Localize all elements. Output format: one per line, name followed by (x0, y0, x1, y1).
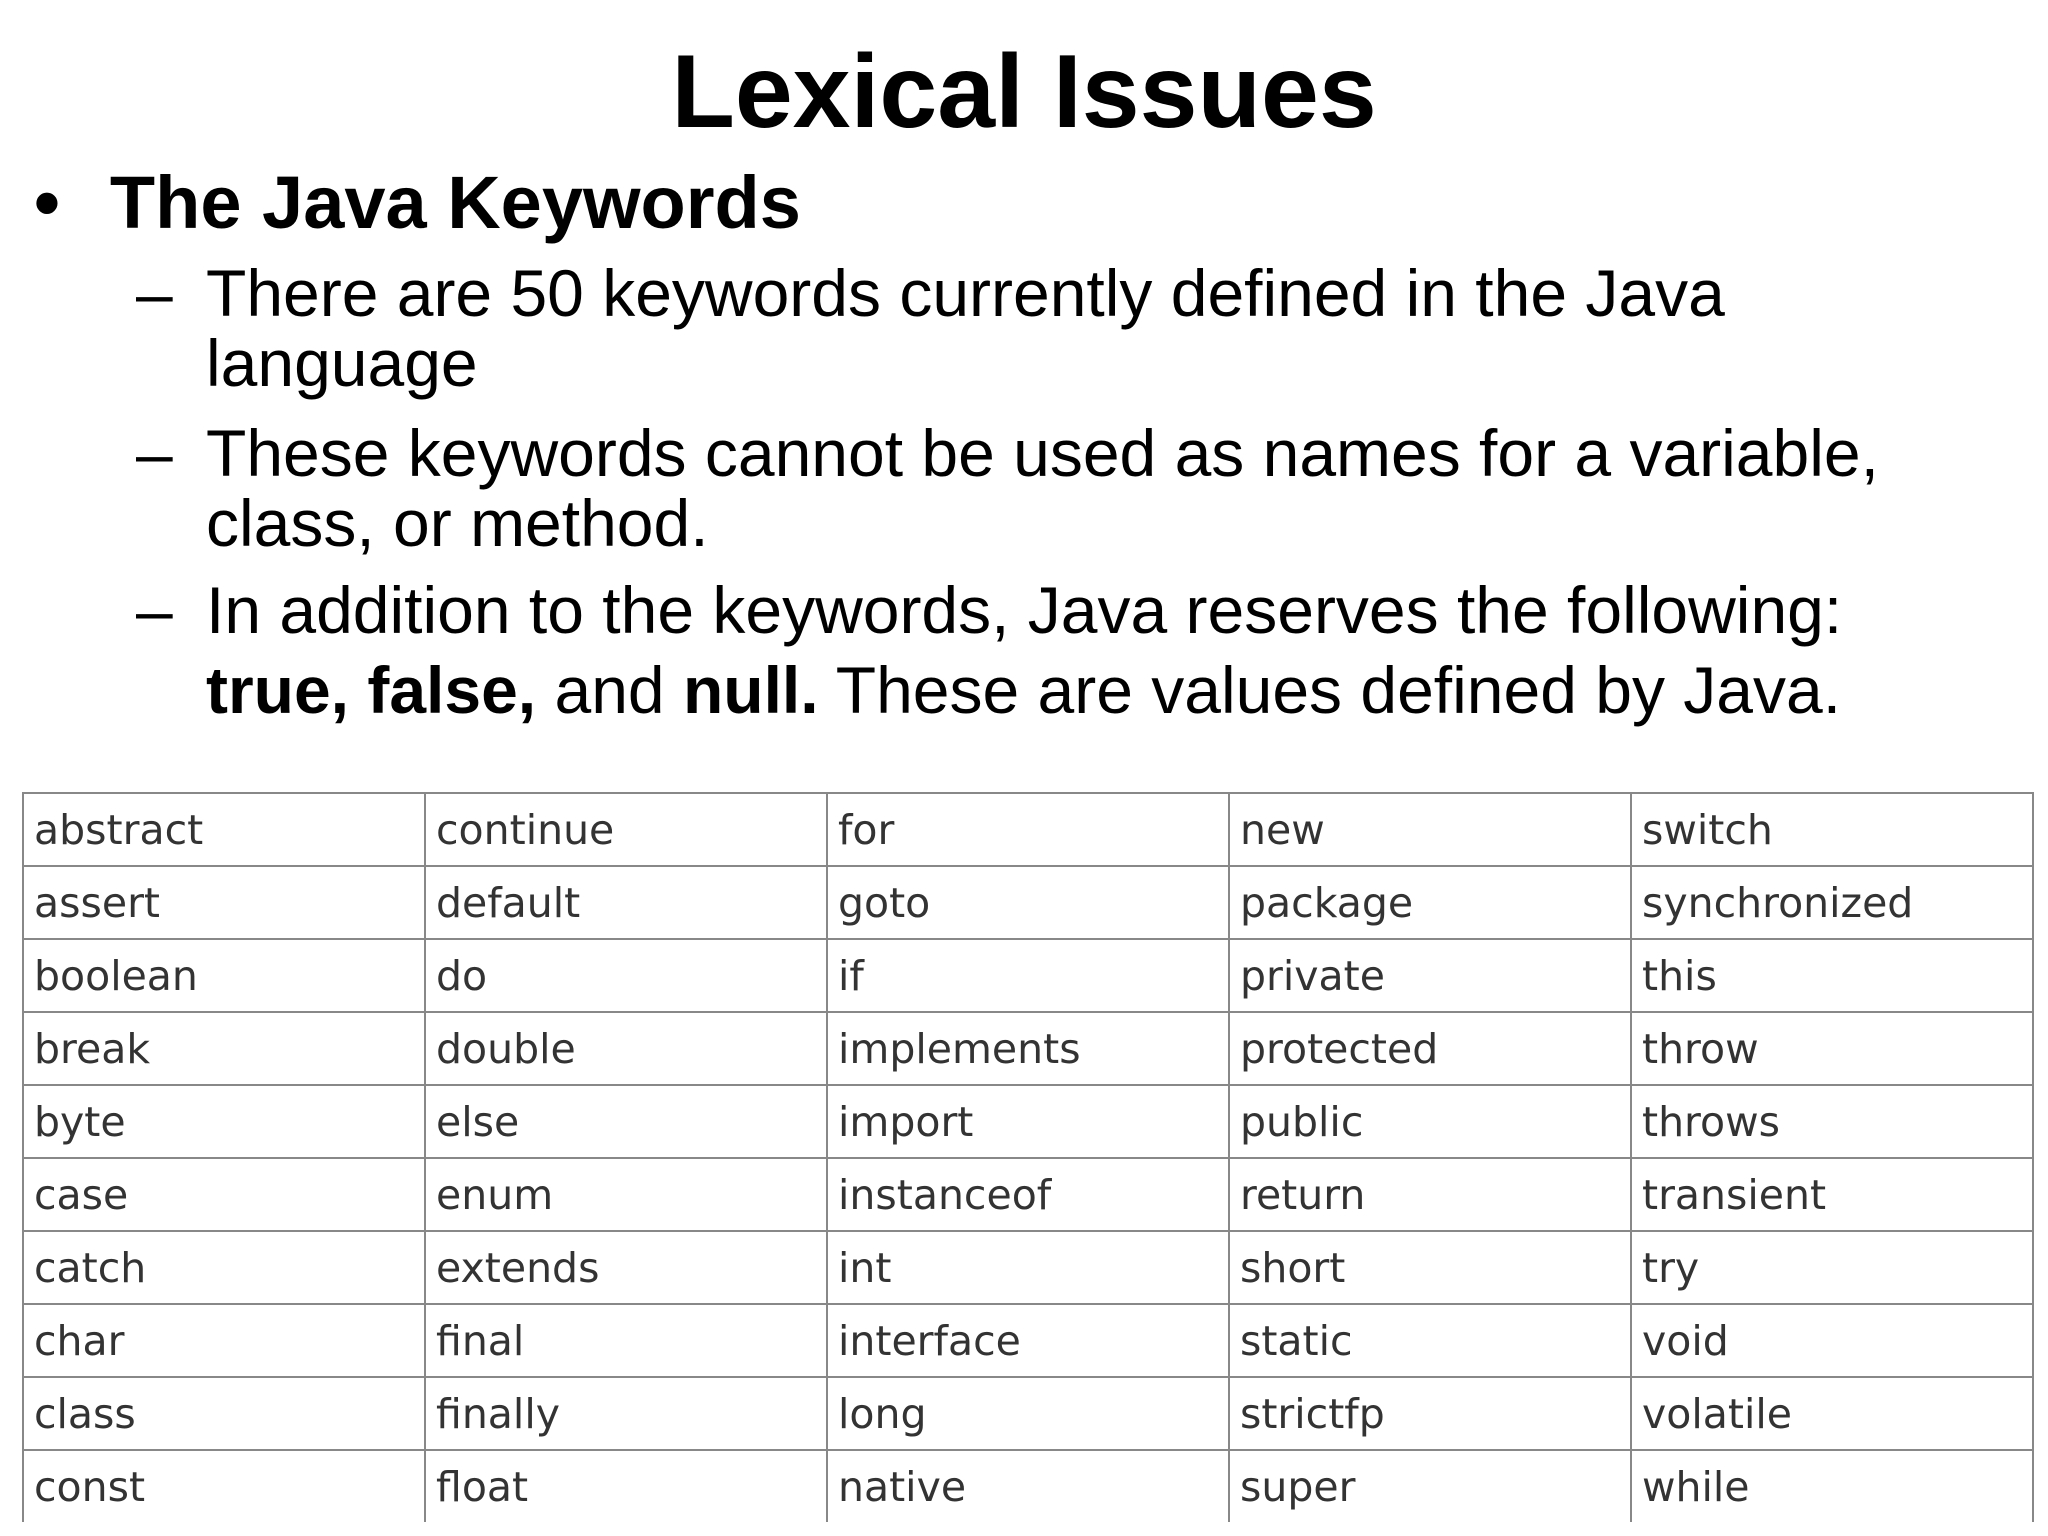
keyword-cell: strictfp (1229, 1377, 1631, 1450)
keyword-cell: const (23, 1450, 425, 1522)
keyword-cell: default (425, 866, 827, 939)
keyword-cell: enum (425, 1158, 827, 1231)
keyword-cell: int (827, 1231, 1229, 1304)
sub-bullet-3 (136, 570, 1976, 730)
keyword-cell: public (1229, 1085, 1631, 1158)
bullet-java-keywords (34, 158, 801, 248)
sub-bullet-1-text: There are 50 keywords currently defined in the Java language (206, 256, 1725, 400)
slide-title: Lexical Issues (671, 34, 1377, 150)
keyword-cell: assert (23, 866, 425, 939)
sub-bullet-2-text: These keywords cannot be used as names for a variable, class, or method. (206, 416, 1879, 560)
table-row (23, 1158, 2033, 1231)
reserved-true: true, (206, 653, 350, 727)
keyword-cell: import (827, 1085, 1229, 1158)
keyword-cell: continue (425, 793, 827, 866)
table-row (23, 866, 2033, 939)
keyword-cell: protected (1229, 1012, 1631, 1085)
table-row (23, 1231, 2033, 1304)
keyword-cell: return (1229, 1158, 1631, 1231)
keyword-cell: throws (1631, 1085, 2033, 1158)
sub-bullet-1 (136, 258, 1976, 398)
keyword-cell: final (425, 1304, 827, 1377)
keyword-cell: native (827, 1450, 1229, 1522)
keyword-cell: extends (425, 1231, 827, 1304)
reserved-tail: These are values defined by Java. (818, 653, 1842, 727)
reserved-false: false, (367, 653, 537, 727)
keyword-cell: void (1631, 1304, 2033, 1377)
keyword-cell: synchronized (1631, 866, 2033, 939)
keyword-cell: interface (827, 1304, 1229, 1377)
keyword-cell: this (1631, 939, 2033, 1012)
keyword-cell: char (23, 1304, 425, 1377)
keyword-cell: package (1229, 866, 1631, 939)
keyword-cell: volatile (1631, 1377, 2033, 1450)
keyword-cell: float (425, 1450, 827, 1522)
table-row (23, 1377, 2033, 1450)
table-row (23, 1450, 2033, 1522)
keyword-cell: break (23, 1012, 425, 1085)
keywords-table (22, 792, 2034, 1522)
keyword-cell: static (1229, 1304, 1631, 1377)
table-row (23, 1085, 2033, 1158)
keyword-cell: try (1631, 1231, 2033, 1304)
keyword-cell: do (425, 939, 827, 1012)
sub-bullet-2 (136, 418, 1976, 558)
keyword-cell: boolean (23, 939, 425, 1012)
keyword-cell: catch (23, 1231, 425, 1304)
keyword-cell: byte (23, 1085, 425, 1158)
keyword-cell: double (425, 1012, 827, 1085)
dash-marker: – (136, 256, 173, 330)
keyword-cell: new (1229, 793, 1631, 866)
keyword-cell: throw (1631, 1012, 2033, 1085)
keyword-cell: goto (827, 866, 1229, 939)
bullet-marker: • (34, 161, 60, 244)
keyword-cell: super (1229, 1450, 1631, 1522)
dash-marker: – (136, 416, 173, 490)
keyword-cell: finally (425, 1377, 827, 1450)
bullet-text: The Java Keywords (109, 161, 801, 244)
table-row (23, 793, 2033, 866)
dash-marker: – (136, 573, 173, 647)
keyword-cell: instanceof (827, 1158, 1229, 1231)
reserved-null: null. (682, 653, 819, 727)
keyword-cell: long (827, 1377, 1229, 1450)
keyword-cell: implements (827, 1012, 1229, 1085)
reserved-intro: In addition to the keywords, Java reserves the following: (206, 573, 1843, 647)
keyword-cell: while (1631, 1450, 2033, 1522)
sub-bullet-3-text (206, 570, 1976, 730)
keyword-cell: private (1229, 939, 1631, 1012)
keyword-cell: class (23, 1377, 425, 1450)
table-row (23, 1012, 2033, 1085)
keyword-cell: else (425, 1085, 827, 1158)
table-row (23, 939, 2033, 1012)
keyword-cell: switch (1631, 793, 2033, 866)
keyword-cell: if (827, 939, 1229, 1012)
keyword-cell: short (1229, 1231, 1631, 1304)
keyword-cell: abstract (23, 793, 425, 866)
reserved-and: and (536, 653, 683, 727)
keyword-cell: case (23, 1158, 425, 1231)
keyword-cell: for (827, 793, 1229, 866)
keyword-cell: transient (1631, 1158, 2033, 1231)
table-row (23, 1304, 2033, 1377)
